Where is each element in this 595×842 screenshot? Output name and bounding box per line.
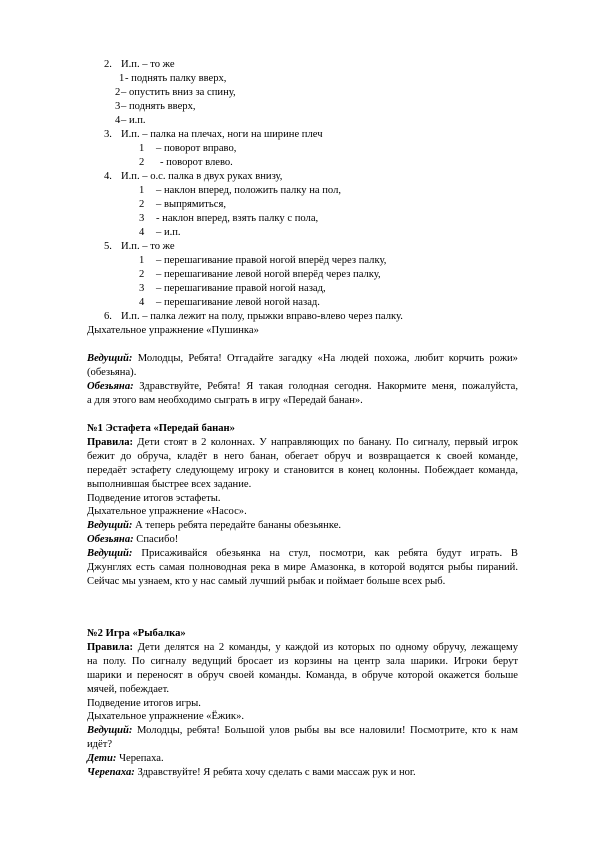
sub-item-number: 3: [139, 283, 145, 294]
speaker-label: Обезьяна:: [87, 534, 134, 546]
list-item-text: И.п. – то же: [121, 59, 175, 70]
sub-item-number: 4: [139, 297, 145, 308]
sub-item-text: – перешагивание левой ногой вперёд через палку,: [156, 269, 381, 280]
breathing-exercise: Дыхательное упражнение «Насос».: [87, 506, 247, 518]
breathing-exercise: Дыхательное упражнение «Ёжик».: [87, 711, 245, 723]
relay-rules: [87, 436, 518, 589]
sub-item-text: – наклон вперед, положить палку на пол,: [156, 185, 342, 196]
sub-item-text: – и.п.: [156, 227, 181, 238]
sub-item-text: – поворот вправо,: [156, 143, 237, 154]
sub-item-text: – перешагивание правой ногой вперёд через палку,: [156, 255, 387, 266]
speaker-label: Черепаха:: [87, 767, 135, 779]
dialog-monkey-greeting: [87, 380, 518, 408]
rules-line: Дети стоят в 2 колоннах. У направляющих по банану. По сигналу, первый игрок: [137, 437, 518, 448]
list-item-number: 5.: [104, 241, 112, 252]
sub-item-number: 2: [115, 87, 121, 98]
sub-item-number: 1: [139, 143, 145, 154]
rules-label: Правила:: [87, 642, 134, 653]
dialog-line: Здравствуйте, Ребята! Я такая голодная сегодня. Накормите меня, пожалуйста,: [139, 381, 518, 392]
list-item-text: И.п. – палка на плечах, ноги на ширине плеч: [121, 129, 323, 140]
speaker-label: Ведущий:: [87, 725, 133, 737]
list-item-number: 2.: [104, 59, 112, 70]
sub-item-text: – поднять вверх,: [121, 101, 196, 112]
dialog-line: Присаживайся обезьянка на стул, посмотри, как ребята будут играть. В: [141, 548, 519, 560]
rules-line: мячей, побеждает.: [87, 683, 170, 695]
dialog-line: Здравствуйте! Я ребята хочу сделать с вами массаж рук и ног.: [137, 767, 416, 779]
dialog-line: (обезьяна).: [87, 366, 137, 378]
rules-line: бежит до обруча, кладёт в него банан, обегает обруч и возвращается к своей команде,: [87, 450, 518, 462]
speaker-label: Ведущий:: [87, 548, 133, 560]
dialog-line: а для этого вам необходимо сыграть в игру «Передай банан».: [87, 394, 363, 406]
list-item-text: И.п. – палка лежит на полу, прыжки вправо-влево через палку.: [121, 311, 403, 322]
dialog-line: Джунглях есть самая полноводная река в мире Амазонка, в которой водятся рыбы пираний.: [87, 562, 518, 574]
dialog-line: А теперь ребята передайте бананы обезьянке.: [135, 520, 342, 532]
sub-item-text: - поворот влево.: [160, 157, 233, 168]
sub-item-number: 3: [139, 213, 145, 224]
list-item-number: 4.: [104, 171, 112, 182]
dialog-line: Черепаха.: [119, 753, 164, 765]
sub-item-text: – перешагивание левой ногой назад.: [156, 297, 320, 308]
dialog-line: Молодцы, Ребята! Отгадайте загадку «На людей похожа, любит корчить рожи»: [137, 353, 518, 364]
speaker-label: Дети:: [87, 753, 117, 765]
list-item-text: И.п. – то же: [121, 241, 175, 252]
speaker-label: Ведущий:: [87, 520, 133, 532]
summary-line: Подведение итогов эстафеты.: [87, 492, 221, 504]
sub-item-number: 2: [139, 157, 145, 168]
rules-line: на полу. По сигналу ведущий бросает из корзины на центр зала шарики. Игроки берут: [87, 655, 518, 667]
speaker-label: Обезьяна:: [87, 381, 134, 392]
list-item-text: И.п. – о.с. палка в двух руках внизу,: [121, 171, 283, 182]
sub-item-text: – и.п.: [121, 115, 146, 126]
dialog-line: Молодцы, ребята! Большой улов рыбы вы все наловили! Посмотрите, кто к нам: [136, 725, 518, 737]
rules-line: передаёт эстафету следующему игроку и становится в конец колонны. Побеждает команда,: [87, 464, 518, 476]
speaker-label: Ведущий:: [87, 353, 133, 364]
rules-line: шарики и переносят в обруч своей команды. Команда, в обруче которой окажется больше: [87, 669, 518, 681]
sub-item-text: - наклон вперед, взять палку с пола,: [156, 213, 319, 224]
sub-item-number: 1: [139, 255, 145, 266]
sub-item-text: – перешагивание правой ногой назад,: [156, 283, 326, 294]
rules-line: выполнившая быстрее всех задание.: [87, 478, 252, 490]
sub-item-number: 2: [139, 269, 145, 280]
dialog-host-riddle: [87, 352, 518, 380]
sub-item-number: 1: [139, 185, 145, 196]
breathing-exercise: Дыхательное упражнение «Пушинка»: [87, 325, 259, 336]
section-heading: №1 Эстафета «Передай банан»: [87, 423, 235, 434]
sub-item-number: 1: [119, 73, 125, 84]
rules-line: Дети делятся на 2 команды, у каждой из которых по одному обручу, лежащему: [137, 642, 518, 653]
dialog-line: идёт?: [87, 739, 113, 751]
fishing-rules: [87, 641, 518, 780]
sub-item-number: 4: [115, 115, 121, 126]
sub-item-text: – выпрямиться,: [156, 199, 226, 210]
sub-item-text: - поднять палку вверх,: [125, 73, 227, 84]
sub-item-number: 3: [115, 101, 121, 112]
section-heading: №2 Игра «Рыбалка»: [87, 628, 186, 639]
sub-item-number: 2: [139, 199, 145, 210]
list-item-number: 3.: [104, 129, 112, 140]
dialog-line: Спасибо!: [136, 534, 179, 546]
list-item-number: 6.: [104, 311, 112, 322]
dialog-line: Сейчас мы узнаем, кто у нас самый лучший рыбак и поймает больше всех рыб.: [87, 575, 446, 587]
rules-label: Правила:: [87, 437, 134, 448]
sub-item-number: 4: [139, 227, 145, 238]
summary-line: Подведение итогов игры.: [87, 697, 201, 709]
sub-item-text: – опустить вниз за спину,: [121, 87, 236, 98]
